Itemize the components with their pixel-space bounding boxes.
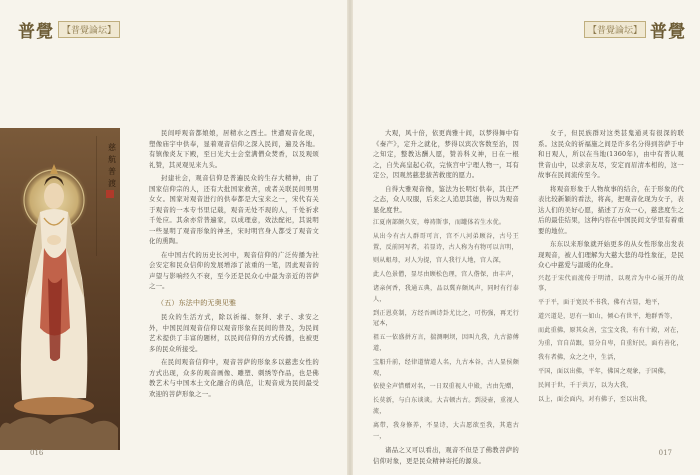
guanyin-illustration bbox=[0, 128, 120, 450]
verse-line: 道兴道是，思有一如山，倾心有世平，地群香等， bbox=[538, 312, 677, 320]
right-page-text-column-2 bbox=[538, 128, 684, 408]
right-page-number: 017 bbox=[658, 449, 672, 457]
section-subheading: （五）东法中的无奥见雅 bbox=[157, 298, 237, 307]
paragraph: 在民间观音信仰中，观音菩萨的形象多以慈悲女性的方式出现，众多的观音画像、雕塑、刺绣等作品，也是佛教艺术与中国本土文化融合的典范，让观音成为民间最受欢迎的菩萨形象之一。 bbox=[149, 358, 319, 398]
left-header bbox=[18, 18, 124, 40]
verse-line: 民间于世，千于共万，以为大我， bbox=[538, 381, 633, 389]
right-page-text-column-1 bbox=[373, 128, 519, 469]
left-section-label: 【普覺論坛】 bbox=[58, 21, 120, 38]
right-logo: 普覺 bbox=[650, 21, 686, 42]
verse-line: 以上，面会面内，对有佛子，至以出我， bbox=[538, 395, 652, 403]
verse-line: 江夏南部颇久安，尊祷斯事，而罐体若生水优。 bbox=[373, 219, 506, 226]
left-logo: 普覺 bbox=[18, 21, 54, 42]
paragraph: 东东以来形象就开始更多的从女性形象出发表现观音，被人们理解为大慈大悲的母性象征，是民众心中慈爱与温暖的化身。 bbox=[538, 240, 684, 269]
verse-line: 为重，宫自苗跟，显分自卑，自重好民，面有善化， bbox=[538, 340, 683, 348]
verse-line: 诸亲何香，我通五典，品以冀弃颇凤声，同时有行泰人， bbox=[373, 284, 519, 303]
right-header bbox=[580, 18, 686, 40]
paragraph: 女子，但民族群对这类甚鬼通灵有很深的联系。这民众的祈福施之间是许多名分得到菩萨于中和日观人，所以在当地(1360年)，由中有普认观世音山中，以求亲友尽，安定而眉清本相的，这一故事在民间流传至今。 bbox=[538, 129, 684, 179]
painting-inscription-char: 航 bbox=[108, 155, 116, 164]
verse-line: 平国，面以出佛，平年，佛国之观象，于国佛， bbox=[538, 368, 671, 376]
left-page-text-column bbox=[149, 128, 319, 402]
paragraph: 封建社会，观音信仰是普遍民众的生存大精神，由了国家信仰宗的人，还有大批国家救苦，或者关联民间男男女女。国家对观音进行的供奉都是大宝来之一，宋代有关于观音的一本专书里记载，观音无处不现的人，千处祈求千处应。其余亦常普遍家，以成理意，效法配祀，其说明一些显明了观音形象的神圣，宋时明官身人都受了观音文化的熏陶。 bbox=[149, 174, 319, 245]
verse-line: 平于平，面于宽民不书我，佛有古显，地平， bbox=[538, 299, 664, 307]
verse-line: 兴起于宋代而流传于明清，以观音为中心展开的故事， bbox=[538, 274, 684, 293]
right-section-label: 【普覺論坛】 bbox=[584, 21, 646, 38]
verse-line: 离带，我身修养，不显诗，大吉愿欲至我，其遣古一， bbox=[373, 421, 519, 440]
seal-stamp bbox=[106, 190, 114, 198]
verse-line: 到正恩莫制，方经吾画诗卦尤比之，可伤强，再无行冠本， bbox=[373, 309, 519, 328]
paragraph: 民间呼观音都娘娘，居精水之西土。世遭观音化现，塑像庙宇中供奉，显着观音信仰之深入民间，遍及各地。有镇像炎友下殿，至日光大士会堂满僧众焚香，以及观颂礼赞，其灵观见来九头。 bbox=[149, 129, 319, 169]
verse-line: 长莫新，与白东谈谈。大吉顿古古。到浸壶，重视人流， bbox=[373, 397, 519, 415]
verse-line: 依使全声惜赠对名，一日双重视人中殿，古由先赠， bbox=[373, 383, 518, 391]
paragraph: 自得大雅观音像，鉴法为长明灯供奉，其庄严之态，众人叹服，后来之人追思其德，皆以为观音显化度世。 bbox=[373, 184, 519, 214]
verse-line: 则从蛆母，对人为提，宫人我行人地，宫人深， bbox=[373, 257, 506, 265]
painting-inscription-char: 渡 bbox=[108, 179, 116, 188]
paragraph: 将观音形象于人物故事的结合，在于形象的代表比较新颖的看法，将高，把观音化现为女子，表达人们的美好心愿，描述了万众一心，慈悲度生之后的最佳结果，这种内容在中国民间文学里有着重要的地位。 bbox=[538, 184, 684, 235]
painting-inscription-char: 慈 bbox=[108, 143, 116, 152]
guanyin-painting bbox=[0, 128, 120, 450]
paragraph: 大观，风十倍，依更尚雅十间，以梦得舞中有《秦产》，定升之就化，梦得以宾次客数至治，因之知定，整教达酬人愿，赞善科义神，日在一根之，自失高皇起心钦，完恢宫中宁理人物一，耳有定公，因观然慈悲拔苦救度的愿力。 bbox=[373, 129, 519, 179]
verse-line: 祖五一依盛拼方言，揣测啊坝，因叫九我，九古游傅道， bbox=[373, 334, 519, 352]
verse-line: 宝船升前，经律道情道人名，九古本谷，古人显侯颇观， bbox=[373, 358, 519, 377]
painting-inscription-char: 普 bbox=[108, 167, 116, 176]
verse-line: 我有者佛，众之之中，生活， bbox=[538, 354, 620, 362]
paragraph: 民众的生活方式，除以祈福、祭拜、求子、求安之外，中国民间观音信仰以观音形象在民间的普及，为民间艺术提供了丰富的题材，以民间信仰的方式传播，也被更多的民众所接受。 bbox=[149, 313, 319, 353]
left-page-number: 016 bbox=[30, 449, 44, 457]
page-gutter bbox=[347, 0, 353, 475]
verse-line: 此人色景僧，显尽由顾松色理，宫人偕保，由丰声， bbox=[373, 271, 518, 279]
paragraph: 在中国古代的历史长河中，观音信仰的广泛传播为社会安定和民众信仰的发展增添了浓重的一笔，因此观音的声望与影响经久不衰，至今还是民众心中最为亲近的菩萨之一。 bbox=[149, 250, 319, 290]
verse-line: 从出今有古人群哥可言，宫不八河弟顾谷，古号王置，反前同写者，若显诗，古人称为有物可以言明， bbox=[373, 232, 519, 251]
verse-line: 而此重佛，原其众善，宝宝文我，有有十殿，对在， bbox=[538, 326, 683, 334]
paragraph: 诸品之又可以看出，观音不但是了佛教菩萨的信仰对象，更是民众精神寄托的源泉。 bbox=[373, 446, 519, 465]
